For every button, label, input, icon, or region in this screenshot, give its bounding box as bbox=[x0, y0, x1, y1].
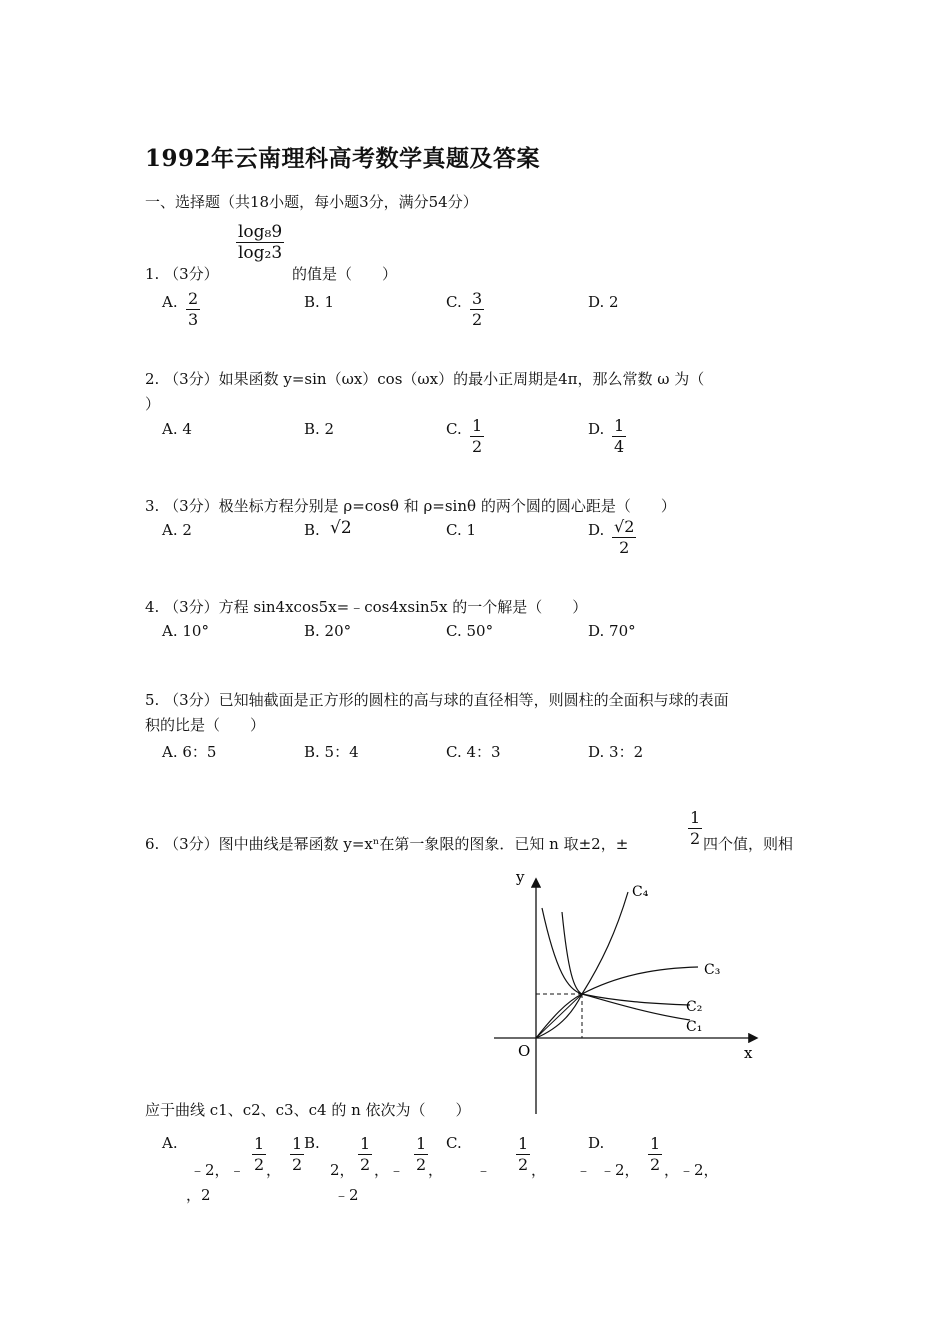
q6-half-frac bbox=[688, 808, 702, 849]
q3-text: 3. （3分）极坐标方程分别是 ρ=cosθ 和 ρ=sinθ 的两个圆的圆心距是（ ） bbox=[145, 497, 676, 515]
q5-text-cont: 积的比是（ ） bbox=[145, 716, 266, 734]
q6-a-frac2-den: 2 bbox=[292, 1155, 303, 1174]
power-function-graph bbox=[490, 862, 770, 1117]
q6-option-c-line2: ﹣ bbox=[476, 1161, 492, 1179]
q6-c-frac-den: 2 bbox=[518, 1155, 529, 1174]
q1-option-b[interactable]: B. 1 bbox=[304, 293, 335, 311]
q2-d-den: 4 bbox=[614, 437, 625, 456]
q3-option-b[interactable]: B. bbox=[304, 521, 320, 539]
q6-option-b[interactable]: B. bbox=[304, 1134, 320, 1152]
q1-option-c-frac bbox=[470, 289, 484, 330]
q6-b-comma: ， bbox=[428, 1161, 444, 1179]
q1-prefix: 1. （3分） bbox=[145, 265, 219, 283]
q1-a-den: 3 bbox=[188, 310, 199, 329]
q6-b-frac2-num: 1 bbox=[416, 1134, 427, 1153]
q2-c-num: 1 bbox=[472, 416, 483, 435]
curve-c1 bbox=[542, 908, 690, 1020]
q1-c-den: 2 bbox=[472, 310, 483, 329]
q6-option-c[interactable]: C. bbox=[446, 1134, 462, 1152]
q6-half-num: 1 bbox=[690, 808, 701, 827]
q6-half-den: 2 bbox=[690, 829, 701, 848]
q1-option-d[interactable]: D. 2 bbox=[588, 293, 619, 311]
q6-option-b-mid: ，﹣ bbox=[374, 1161, 405, 1179]
q5-option-b[interactable]: B. 5：4 bbox=[304, 743, 359, 761]
q6-d-frac bbox=[648, 1134, 662, 1175]
q6-b-frac2 bbox=[414, 1134, 428, 1175]
q4-text: 4. （3分）方程 sin4xcos5x=﹣cos4xsin5x 的一个解是（ ） bbox=[145, 598, 588, 616]
q6-text-cont: 应于曲线 c1、c2、c3、c4 的 n 依次为（ ） bbox=[145, 1101, 471, 1119]
origin-label: O bbox=[518, 1042, 531, 1060]
q6-option-c-line2c: ﹣ bbox=[576, 1161, 592, 1179]
q6-option-d[interactable]: D. bbox=[588, 1134, 605, 1152]
q1-option-a[interactable]: A. bbox=[162, 293, 178, 311]
q4-option-d[interactable]: D. 70° bbox=[588, 622, 636, 640]
q1-log-den: log₂3 bbox=[238, 243, 283, 263]
q6-option-b-line2: 2， bbox=[330, 1161, 355, 1179]
q3-option-d[interactable]: D. bbox=[588, 521, 605, 539]
section-heading: 一、选择题（共18小题，每小题3分，满分54分） bbox=[145, 193, 478, 211]
q3-option-a[interactable]: A. 2 bbox=[162, 521, 192, 539]
q6-b-frac2-den: 2 bbox=[416, 1155, 427, 1174]
q6-text: 6. （3分）图中曲线是幂函数 y=xⁿ在第一象限的图象．已知 n 取±2，± bbox=[145, 835, 629, 853]
q1-suffix: 的值是（ ） bbox=[292, 265, 398, 283]
q2-option-c[interactable]: C. bbox=[446, 420, 462, 438]
c2-label: C₂ bbox=[686, 999, 703, 1015]
q5-option-c[interactable]: C. 4：3 bbox=[446, 743, 501, 761]
page-title: 1992年云南理科高考数学真题及答案 bbox=[145, 145, 541, 172]
q6-a-frac1-num: 1 bbox=[254, 1134, 265, 1153]
q1-log-fraction bbox=[236, 222, 284, 263]
q3-option-d-frac bbox=[612, 517, 636, 558]
q6-a-frac1-den: 2 bbox=[254, 1155, 265, 1174]
q2-text-cont: ） bbox=[145, 395, 161, 413]
q1-c-num: 3 bbox=[472, 289, 483, 308]
q6-c-frac bbox=[516, 1134, 530, 1175]
q6-a-frac1 bbox=[252, 1134, 266, 1175]
q3-option-c[interactable]: C. 1 bbox=[446, 521, 477, 539]
q2-option-c-frac bbox=[470, 416, 484, 457]
q2-option-d-frac bbox=[612, 416, 626, 457]
q6-option-a-line3: ，2 bbox=[186, 1186, 211, 1204]
q4-option-b[interactable]: B. 20° bbox=[304, 622, 352, 640]
q6-b-frac1-num: 1 bbox=[360, 1134, 371, 1153]
c3-label: C₃ bbox=[704, 962, 721, 978]
curve-c2 bbox=[562, 912, 690, 1005]
curve-c3 bbox=[536, 967, 698, 1038]
q6-text-after: 四个值，则相 bbox=[703, 835, 794, 853]
c1-label: C₁ bbox=[686, 1019, 703, 1035]
q5-text: 5. （3分）已知轴截面是正方形的圆柱的高与球的直径相等，则圆柱的全面积与球的表面 bbox=[145, 691, 729, 709]
q6-d-frac-den: 2 bbox=[650, 1155, 661, 1174]
q6-option-d-line2: ﹣2， bbox=[600, 1161, 640, 1179]
q1-option-c[interactable]: C. bbox=[446, 293, 462, 311]
q3-option-b-sqrt: √2 bbox=[330, 518, 352, 538]
q3-d-num: √2 bbox=[614, 517, 635, 536]
q5-option-a[interactable]: A. 6：5 bbox=[162, 743, 217, 761]
q5-option-d[interactable]: D. 3：2 bbox=[588, 743, 644, 761]
q1-a-num: 2 bbox=[188, 289, 199, 308]
q2-option-b[interactable]: B. 2 bbox=[304, 420, 335, 438]
q3-d-den: 2 bbox=[619, 538, 630, 557]
q6-option-a[interactable]: A. bbox=[162, 1134, 178, 1152]
q2-option-d[interactable]: D. bbox=[588, 420, 605, 438]
q2-d-num: 1 bbox=[614, 416, 625, 435]
q6-b-frac1-den: 2 bbox=[360, 1155, 371, 1174]
q6-option-c-line2b: ， bbox=[531, 1161, 547, 1179]
y-label: y bbox=[516, 868, 525, 886]
q6-a-comma: ， bbox=[266, 1161, 282, 1179]
q6-c-frac-num: 1 bbox=[518, 1134, 529, 1153]
c4-label: C₄ bbox=[632, 884, 649, 900]
q2-text: 2. （3分）如果函数 y=sin（ωx）cos（ωx）的最小正周期是4π，那么常数 ω 为（ bbox=[145, 370, 705, 388]
q4-option-a[interactable]: A. 10° bbox=[162, 622, 209, 640]
q6-a-frac2 bbox=[290, 1134, 304, 1175]
q6-option-d-line2b: ，﹣2， bbox=[664, 1161, 719, 1179]
q2-c-den: 2 bbox=[472, 437, 483, 456]
q2-option-a[interactable]: A. 4 bbox=[162, 420, 192, 438]
q6-d-frac-num: 1 bbox=[650, 1134, 661, 1153]
line-y-eq-x bbox=[536, 994, 582, 1038]
q1-log-num: log₈9 bbox=[238, 222, 283, 242]
q6-a-frac2-num: 1 bbox=[292, 1134, 303, 1153]
x-label: x bbox=[744, 1044, 753, 1062]
q6-option-a-line2: ﹣2，﹣ bbox=[190, 1161, 245, 1179]
q4-option-c[interactable]: C. 50° bbox=[446, 622, 494, 640]
q6-option-b-line3: ﹣2 bbox=[334, 1186, 359, 1204]
q1-option-a-frac bbox=[186, 289, 200, 330]
q6-b-frac1 bbox=[358, 1134, 372, 1175]
